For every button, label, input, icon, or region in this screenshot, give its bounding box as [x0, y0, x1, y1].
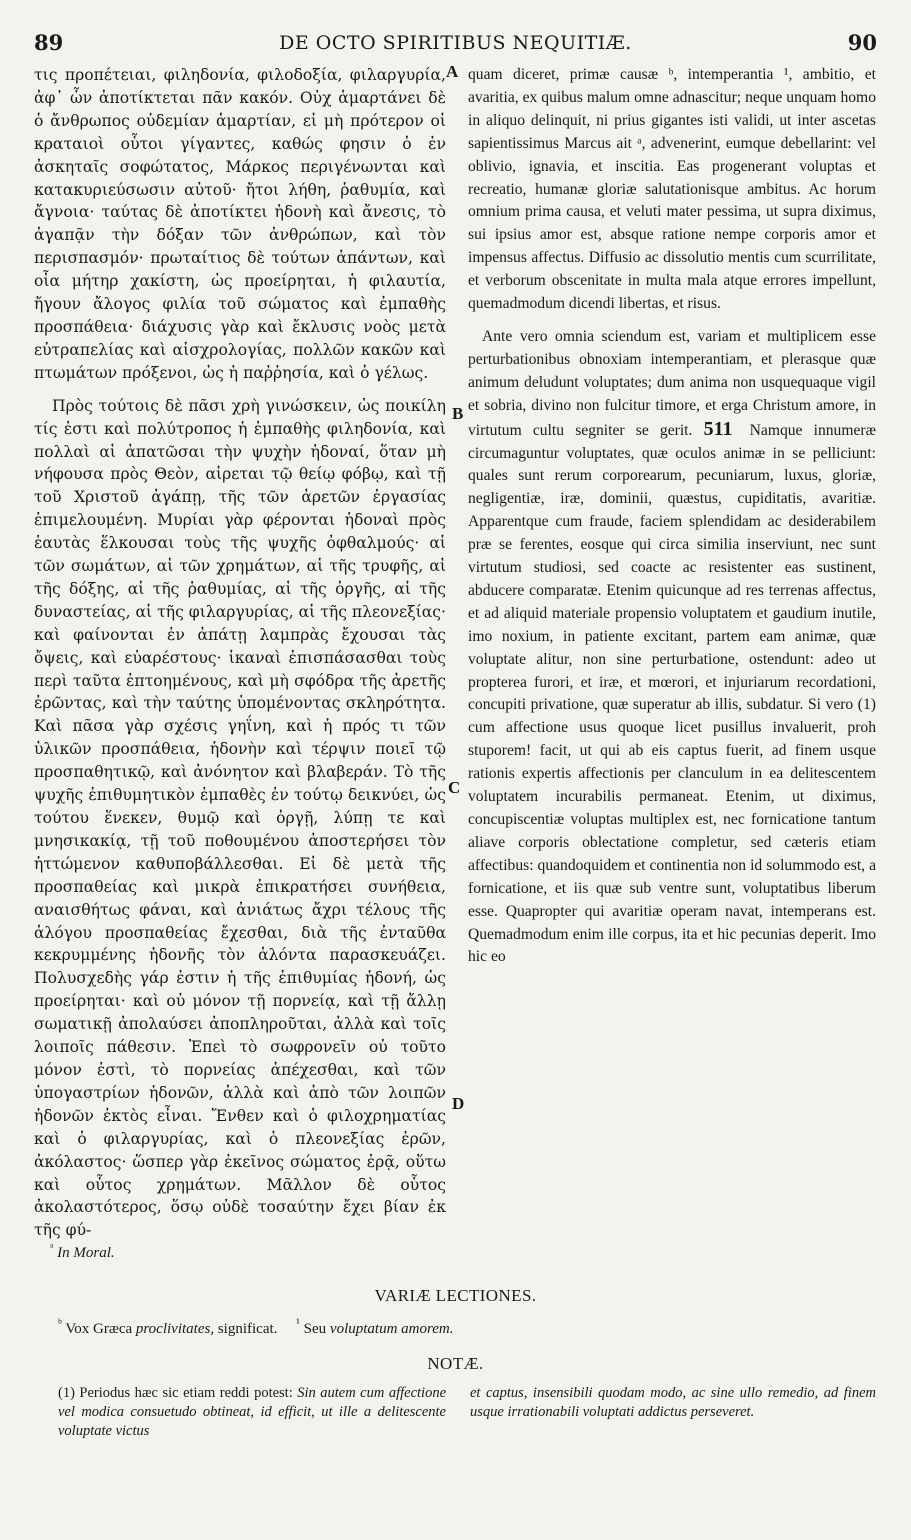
footnote-text: In Moral. [57, 1245, 115, 1261]
note-1-plain: (1) Periodus hæc sic etiam reddi potest: [58, 1385, 298, 1401]
notae-right-column: et captus, insensibili quodam modo, ac sine ullo remedio, ad finem usque irrationabili voluptati addictus perseveret. [470, 1385, 876, 1420]
page-number-left: 89 [34, 30, 64, 55]
note-1-italic: Sin autem cum affectione vel modica consuetudo obtineat, id efficit, ut ille a delitescente voluptate victus [58, 1385, 446, 1439]
greek-paragraph-2: Πρὸς τούτοις δὲ πᾶσι χρὴ γινώσκειν, ὡς ποικίλη τίς ἐστι καὶ πολύτροπος ἡ ἐμπαθὴς φιληδονία, καὶ πολλαὶ αἱ ἀπατῶσαι τὴν ψυχὴν ἡδοναί, ὅταν μὴ νήφουσα πρὸς Θεὸν, αἱρεται τῷ θείῳ φόβῳ, καὶ τῇ τοῦ Χριστοῦ ἀγάπῃ, τῆς τῶν ἀρετῶν ἐργασίας ἐπιμελουμένη. Μυρίαι γὰρ φέρονται ἡδοναὶ πρὸς ἑαυτὰς ἕλκουσαι τοὺς τῆς ψυχῆς ὀφθαλμούς· αἱ τῶν σωμάτων, αἱ τῶν χρημάτων, αἱ τῆς τρυφῆς, αἱ τῆς δόξης, αἱ τῆς ῥαθυμίας, αἱ τῆς ὀργῆς, αἱ τῆς δυναστείας, αἱ τῆς φιλαργυρίας, αἱ τῆς πλεονεξίας· καὶ φαίνονται ἐν ἀπάτῃ λαμπρὰς ἔχουσαι τὰς ὄψεις, καὶ εὐαρέστους· ἱκαναὶ ἐπισπάσασθαι τοὺς περὶ ταῦτα ἐπτοημένους, καὶ μὴ σφόδρα τῆς ἀρετῆς ἐρῶντας, καὶ τὴν ταύτης ὑπομένοντας σκληρότητα. Καὶ πᾶσα γὰρ σχέσις γηΐνη, καὶ ἡ πρός τι τῶν ὑλικῶν προσπάθεια, ἡδονὴν καὶ τέρψιν ποιεῖ τῷ προσπαθητικῷ, καὶ ἀνόνητον καὶ βλαβεράν. Τὸ τῆς ψυχῆς ἐπιθυμητικὸν ἐμπαθὲς ἐν τούτῳ δεικνύει, ὡς τούτου ἕνεκεν, θυμῷ καὶ ὀργῇ, λύπῃ τε καὶ μνησικακίᾳ, τῇ τοῦ ποθουμένου ἀποστερήσει τὸν ἡττώμενον καθυποβάλλεσθαι. Εἰ δὲ μετὰ τῆς προσπαθείας καὶ μικρὰ ἐπικρατήσει συνήθεια, αναισθήτως φάναι, καὶ ἀνιάτως ἄχρι τέλους τῆς ἀλόγου προσπαθείας ἔχεσθαι, διὰ τῆς ἐνταῦθα κεκρυμμένης ἡδονῆς τὸν ἁλόντα παρασκευάζει. Πολυσχεδὴς γάρ ἐστιν ἡ τῆς ἐπιθυμίας ἡδονή, ὡς προείρηται· καὶ οὐ μόνον τῇ πορνείᾳ, καὶ τῇ ἄλλῃ σωματικῇ ἀπολαύσει ἀποπληροῦται, ἀλλὰ καὶ τοῖς λοιποῖς πάθεσιν. Ἐπεὶ τὸ σωφρονεῖν οὐ τοῦτο μόνον ἐστὶ, τὸ πορνείας ἀπέχεσθαι, καὶ τῶν ὑπογαστρίων ἡδονῶν, ἀλλὰ καὶ ἀπὸ τῶν λοιπῶν ἡδονῶν ἐκτὸς εἶναι. Ἔνθεν καὶ ὁ φιλοχρηματίας καὶ ὁ φιλαργυρίας, καὶ ὁ πλεονεξίας ἐρῶν, ἀκόλαστος· ὥσπερ γὰρ ἐκεῖνος σώματος ἐρᾷ, οὕτω καὶ οὗτος χρημάτων. Μᾶλλον δὲ οὗτος ἀκολαστότερος, ὅσῳ οὐδὲ τοσαύτην ἔχει βίαν ἐκ τῆς φύ- [34, 396, 446, 1240]
latin-paragraph-2a: Ante vero omnia sciendum est, variam et multiplicem esse perturbationibus obnoxiam intemperantiam, et plerasque quæ animum deludunt voluptates; dum anima non usquequaque vigil et sobria, divino non fulcitur timore, et erga Christum amore, in virtutum cultu segniter se gerit. [468, 327, 876, 439]
margin-marker-c: C [448, 778, 461, 797]
notae-title: NOTÆ. [427, 1354, 484, 1373]
variae-italic-2: voluptatum amorem. [329, 1321, 454, 1337]
variae-lectiones [58, 1316, 871, 1338]
column-number: 511 [703, 417, 733, 440]
variae-text-1a: Vox Græca [65, 1321, 136, 1337]
variae-text-1b: significat. [214, 1321, 278, 1337]
variae-text-2a: Seu [303, 1321, 330, 1337]
page-header [34, 30, 877, 58]
page-number-right: 90 [847, 30, 877, 55]
latin-column [468, 64, 876, 979]
variae-italic-1: proclivitates, [135, 1321, 215, 1337]
variae-mark-1: ᵇ [58, 1316, 62, 1330]
margin-marker-d: D [452, 1094, 465, 1113]
variae-item-1 [58, 1316, 281, 1337]
variae-title: VARIÆ LECTIONES. [374, 1286, 537, 1305]
greek-footnote [50, 1240, 115, 1262]
notae-left-column [58, 1384, 446, 1441]
margin-marker-b: B [452, 404, 464, 423]
latin-paragraph-1: quam diceret, primæ causæ ᵇ, intemperantia ¹, ambitio, et avaritia, ex quibus malum omne adnascitur; neque unquam homo in aliquo delinquit, ni prius gigantes isti validi, ut inter ascetas sapientissimus Marcus ait ᵃ, advenerint, eumque debellarint: vel oblivio, ignavia, et inscitia. Eas progenerant voluptas et recreatio, humanæ gloriæ salutationisque ambitus. Ac horum omnium prima causa, et veluti mater pessima, ut supra diximus, sui ipsius amor est, absque ratione nempe corporis amor et impensus affectus. Diffusio ac dissolutio mentis cum scurrilitate, et verborum obscenitate in multa mala atque errores impellunt, quemadmodum dicendi libertas, et risus. [468, 66, 876, 313]
greek-paragraph-1: τις προπέτειαι, φιληδονία, φιλοδοξία, φιλαργυρία, ἀφ᾽ ὧν ἀποτίκτεται πᾶν κακόν. Οὐχ ἁμαρτάνει δὲ ὁ ἄνθρωπος οὐδεμίαν ἁμαρτίαν, εἰ μὴ πρότερον οἱ κραταιοὶ οὗτοι γίγαντες, καθώς φησιν ὁ ἐν ἀσκηταῖς σοφώτατος, Μάρκος περιγένωνται καὶ κατακυριεύσωσιν αὐτοῦ· ἤτοι λήθη, ῥαθυμία, καὶ ἄγνοια· ταύτας δὲ ἀποτίκτει ἡδονὴ καὶ ἄνεσις, τὸ ἀγαπᾷν τὴν δόξαν τῶν ἀνθρώπων, καὶ τὸν περισπασμόν· πρωταίτιος δὲ τούτων ἁπάντων, καὶ οἷα μήτηρ χακίστη, ὡς προείρηται, ἡ φιλαυτία, ἤγουν ἄλογος φιλία τοῦ σώματος καὶ ἐμπαθὴς προσπάθεια· διάχυσις γὰρ καὶ ἔκλυσις νοὸς μετὰ εὐτραπελίας καὶ αἰσχρολογίας, πολλῶν κακῶν καὶ πτωμάτων πρόξενοι, ὡς ἡ παῤῥησία, καὶ ὁ γέλως. [34, 66, 446, 382]
greek-column [34, 64, 446, 1252]
latin-paragraph-2 [468, 326, 876, 969]
running-title: DE OCTO SPIRITIBUS NEQUITIÆ. [279, 32, 632, 54]
variae-mark-2: ¹ [296, 1316, 300, 1330]
footnote-mark: ᵃ [50, 1240, 54, 1254]
variae-item-2 [296, 1316, 454, 1337]
margin-marker-a: A [446, 62, 459, 81]
latin-paragraph-2b: Namque innumeræ circumaguntur voluptates, quæ oculos animæ in se pelliciunt: quales sunt rerum corporearum, pecuniarum, luxus, gloriæ, negligentiæ, iræ, dominii, quæstus, cupiditatis, avaritiæ. Apparentque cum fraude, faciem splendidam ac desiderabilem præ se ferentes, eosque qui circa similia inserviunt, nec sunt virtutum studiosi, sed coacte ac resistenter eas sustinent, abducere comparatæ. Etenim quicunque ad res terrenas affectus, et ad aliquid materiale propensio voluptatem et gaudium inutile, imo noxium, in patiente excitant, partem eam animæ, quæ voluptate alitur, non sine perturbatione, ostendunt: adeo ut propterea furori, et iræ, et mœrori, et injuriarum recordationi, concupiti privatione, quæ superatur ab illis, subdatur. Si vero (1) cum affectione usus quoque licet pusillus invaluerit, proh stuporem! facit, ut qui ab eis captus fuerit, ad finem usque rationis expertis affectionis per clanculum in ea delitescentem voluptatem incurabilis permaneat. Etenim, ut diximus, concupiscentiæ voluptas multiplex est, nec fornicatione tantum aliave corporis oblectatione completur, sed cæteris etiam affectibus: quandoquidem et continentia non id solummodo est, a fornicatione, et iis quæ sub ventre sunt, voluptatibus liberum esse. Quapropter qui avaritiæ operam navat, intemperans est. Quemadmodum enim ille corpus, ita et hic pecunias deperit. Imo hic eo [468, 421, 877, 966]
